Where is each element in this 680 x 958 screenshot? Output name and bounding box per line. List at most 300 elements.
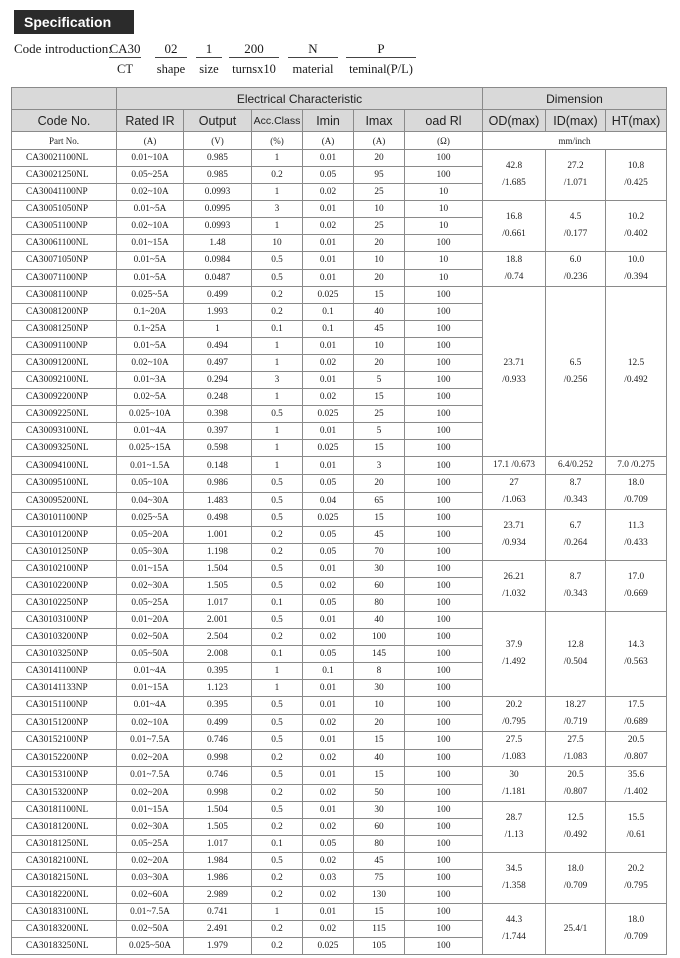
rated-ir-cell: 0.01~7.5A <box>117 732 184 750</box>
rated-ir-cell: 0.01~1.5A <box>117 457 184 475</box>
id-cell: 6.4/0.252 <box>546 457 606 475</box>
rated-ir-cell: 0.01~5A <box>117 201 184 218</box>
col-header-load: oad Rl <box>405 110 483 132</box>
acc-class-cell: 0.5 <box>252 252 303 270</box>
imax-cell: 25 <box>354 218 405 235</box>
imax-cell: 20 <box>354 475 405 493</box>
output-cell: 0.398 <box>184 406 252 423</box>
acc-class-cell: 0.2 <box>252 544 303 561</box>
ht-cell: 12.5 /0.492 <box>606 287 667 457</box>
ht-cell: 10.8 /0.425 <box>606 150 667 201</box>
code-part-material: N <box>288 41 338 58</box>
output-cell: 0.498 <box>184 510 252 527</box>
id-cell: 20.5 /0.807 <box>546 767 606 802</box>
table-row <box>12 732 667 750</box>
output-cell: 1.504 <box>184 802 252 819</box>
imax-cell: 100 <box>354 629 405 646</box>
ht-cell: 15.5 /0.61 <box>606 802 667 853</box>
imin-cell: 0.02 <box>303 218 354 235</box>
col-header-imin: Imin <box>303 110 354 132</box>
imin-cell: 0.02 <box>303 184 354 201</box>
output-cell: 1.017 <box>184 595 252 612</box>
imax-cell: 5 <box>354 372 405 389</box>
load-cell: 10 <box>405 252 483 270</box>
imax-cell: 15 <box>354 389 405 406</box>
imin-cell: 0.025 <box>303 406 354 423</box>
load-cell: 100 <box>405 612 483 629</box>
imax-cell: 30 <box>354 680 405 697</box>
load-cell: 100 <box>405 749 483 767</box>
imax-cell: 10 <box>354 338 405 355</box>
imax-cell: 60 <box>354 819 405 836</box>
output-cell: 0.985 <box>184 167 252 184</box>
acc-class-cell: 0.2 <box>252 304 303 321</box>
imin-cell: 0.01 <box>303 767 354 785</box>
acc-class-cell: 0.5 <box>252 406 303 423</box>
output-cell: 0.0487 <box>184 269 252 287</box>
code-key-turns: turnsx10 <box>232 62 276 76</box>
code-cell: CA30181250NL <box>12 836 117 853</box>
rated-ir-cell: 0.01~20A <box>117 612 184 629</box>
rated-ir-cell: 0.02~10A <box>117 714 184 732</box>
code-part-size: 1 <box>196 41 222 58</box>
acc-class-cell: 0.5 <box>252 561 303 578</box>
load-cell: 100 <box>405 663 483 680</box>
output-cell: 0.0995 <box>184 201 252 218</box>
rated-ir-cell: 0.02~30A <box>117 819 184 836</box>
od-cell: 20.2 /0.795 <box>483 697 546 732</box>
load-cell: 100 <box>405 150 483 167</box>
od-cell: 17.1 /0.673 <box>483 457 546 475</box>
code-cell: CA30141100NP <box>12 663 117 680</box>
load-cell: 100 <box>405 287 483 304</box>
load-cell: 100 <box>405 338 483 355</box>
imax-cell: 8 <box>354 663 405 680</box>
imax-cell: 95 <box>354 167 405 184</box>
table-row <box>12 612 667 629</box>
table-row <box>12 802 667 819</box>
output-cell: 1.017 <box>184 836 252 853</box>
output-cell: 0.985 <box>184 150 252 167</box>
code-cell: CA30101200NP <box>12 527 117 544</box>
acc-class-cell: 1 <box>252 680 303 697</box>
imin-cell: 0.04 <box>303 492 354 510</box>
imax-cell: 45 <box>354 527 405 544</box>
code-cell: CA30071050NP <box>12 252 117 270</box>
code-cell: CA30092250NL <box>12 406 117 423</box>
id-cell: 4.5 /0.177 <box>546 201 606 252</box>
col-header-output: Output <box>184 110 252 132</box>
id-cell: 6.7 /0.264 <box>546 510 606 561</box>
output-cell: 1.48 <box>184 235 252 252</box>
imax-cell: 15 <box>354 440 405 457</box>
imin-cell: 0.01 <box>303 150 354 167</box>
output-cell: 1.001 <box>184 527 252 544</box>
code-cell: CA30092100NL <box>12 372 117 389</box>
code-cell: CA30021100NL <box>12 150 117 167</box>
rated-ir-cell: 0.01~15A <box>117 235 184 252</box>
ht-cell: 10.2 /0.402 <box>606 201 667 252</box>
col-header-id: ID(max) <box>546 110 606 132</box>
load-cell: 100 <box>405 527 483 544</box>
rated-ir-cell: 0.01~4A <box>117 663 184 680</box>
rated-ir-cell: 0.05~25A <box>117 836 184 853</box>
imax-cell: 15 <box>354 767 405 785</box>
code-cell: CA30102200NP <box>12 578 117 595</box>
imin-cell: 0.02 <box>303 629 354 646</box>
acc-class-cell: 0.5 <box>252 732 303 750</box>
code-cell: CA30095100NL <box>12 475 117 493</box>
load-cell: 100 <box>405 938 483 955</box>
code-cell: CA30153100NP <box>12 767 117 785</box>
code-cell: CA30095200NL <box>12 492 117 510</box>
output-cell: 2.008 <box>184 646 252 663</box>
code-cell: CA30101250NP <box>12 544 117 561</box>
rated-ir-cell: 0.02~50A <box>117 921 184 938</box>
rated-ir-cell: 0.02~10A <box>117 218 184 235</box>
unit-part-no: Part No. <box>12 132 117 150</box>
imin-cell: 0.01 <box>303 697 354 715</box>
output-cell: 1.986 <box>184 870 252 887</box>
id-cell: 6.0 /0.236 <box>546 252 606 287</box>
header-blank <box>12 88 117 110</box>
code-cell: CA30092200NP <box>12 389 117 406</box>
od-cell: 30 /1.181 <box>483 767 546 802</box>
od-cell: 26.21 /1.032 <box>483 561 546 612</box>
acc-class-cell: 0.5 <box>252 612 303 629</box>
code-cell: CA30152200NP <box>12 749 117 767</box>
imax-cell: 65 <box>354 492 405 510</box>
rated-ir-cell: 0.01~4A <box>117 423 184 440</box>
imin-cell: 0.1 <box>303 663 354 680</box>
output-cell: 1.505 <box>184 578 252 595</box>
acc-class-cell: 0.1 <box>252 321 303 338</box>
ht-cell: 18.0 /0.709 <box>606 904 667 955</box>
acc-class-cell: 0.1 <box>252 646 303 663</box>
load-cell: 100 <box>405 457 483 475</box>
output-cell: 1.505 <box>184 819 252 836</box>
table-row <box>12 150 667 167</box>
imin-cell: 0.05 <box>303 527 354 544</box>
acc-class-cell: 1 <box>252 338 303 355</box>
imin-cell: 0.02 <box>303 749 354 767</box>
od-cell: 34.5 /1.358 <box>483 853 546 904</box>
rated-ir-cell: 0.01~3A <box>117 372 184 389</box>
code-part-turns: 200 <box>229 41 279 58</box>
code-key-material: material <box>292 62 334 76</box>
imax-cell: 10 <box>354 201 405 218</box>
output-cell: 1.123 <box>184 680 252 697</box>
col-header-rated-ir: Rated IR <box>117 110 184 132</box>
imin-cell: 0.01 <box>303 269 354 287</box>
acc-class-cell: 0.5 <box>252 578 303 595</box>
col-header-imax: Imax <box>354 110 405 132</box>
table-row <box>12 904 667 921</box>
acc-class-cell: 0.2 <box>252 629 303 646</box>
od-cell: 27 /1.063 <box>483 475 546 510</box>
code-key-ct: CT <box>117 62 133 76</box>
rated-ir-cell: 0.025~5A <box>117 510 184 527</box>
rated-ir-cell: 0.02~20A <box>117 784 184 802</box>
rated-ir-cell: 0.01~5A <box>117 338 184 355</box>
output-cell: 0.741 <box>184 904 252 921</box>
output-cell: 0.499 <box>184 714 252 732</box>
code-cell: CA30183200NL <box>12 921 117 938</box>
imax-cell: 25 <box>354 406 405 423</box>
rated-ir-cell: 0.025~5A <box>117 287 184 304</box>
load-cell: 100 <box>405 561 483 578</box>
rated-ir-cell: 0.05~50A <box>117 646 184 663</box>
rated-ir-cell: 0.01~7.5A <box>117 767 184 785</box>
unit-imin: (A) <box>303 132 354 150</box>
unit-dimension: mm/inch <box>483 132 667 150</box>
rated-ir-cell: 0.01~15A <box>117 561 184 578</box>
output-cell: 1.979 <box>184 938 252 955</box>
rated-ir-cell: 0.02~5A <box>117 389 184 406</box>
rated-ir-cell: 0.01~5A <box>117 252 184 270</box>
acc-class-cell: 0.1 <box>252 836 303 853</box>
group-header-electrical: Electrical Characteristic <box>117 88 483 110</box>
output-cell: 0.397 <box>184 423 252 440</box>
table-row <box>12 853 667 870</box>
unit-imax: (A) <box>354 132 405 150</box>
acc-class-cell: 1 <box>252 150 303 167</box>
unit-rated-ir: (A) <box>117 132 184 150</box>
imax-cell: 30 <box>354 561 405 578</box>
load-cell: 100 <box>405 355 483 372</box>
id-cell: 6.5 /0.256 <box>546 287 606 457</box>
code-cell: CA30093100NL <box>12 423 117 440</box>
output-cell: 0.395 <box>184 663 252 680</box>
output-cell: 0.598 <box>184 440 252 457</box>
code-cell: CA30182100NL <box>12 853 117 870</box>
imax-cell: 20 <box>354 355 405 372</box>
imin-cell: 0.025 <box>303 938 354 955</box>
imin-cell: 0.05 <box>303 475 354 493</box>
rated-ir-cell: 0.1~25A <box>117 321 184 338</box>
od-cell: 23.71 /0.933 <box>483 287 546 457</box>
rated-ir-cell: 0.02~10A <box>117 184 184 201</box>
code-cell: CA30181200NL <box>12 819 117 836</box>
imin-cell: 0.01 <box>303 372 354 389</box>
imax-cell: 15 <box>354 510 405 527</box>
imax-cell: 30 <box>354 802 405 819</box>
load-cell: 100 <box>405 389 483 406</box>
code-cell: CA30102100NP <box>12 561 117 578</box>
id-cell: 8.7 /0.343 <box>546 475 606 510</box>
output-cell: 0.248 <box>184 389 252 406</box>
table-row <box>12 287 667 304</box>
load-cell: 10 <box>405 218 483 235</box>
od-cell: 23.71 /0.934 <box>483 510 546 561</box>
rated-ir-cell: 0.01~7.5A <box>117 904 184 921</box>
code-cell: CA30151100NP <box>12 697 117 715</box>
group-header-dimension: Dimension <box>483 88 667 110</box>
table-row <box>12 767 667 785</box>
unit-output: (V) <box>184 132 252 150</box>
output-cell: 2.491 <box>184 921 252 938</box>
imin-cell: 0.02 <box>303 921 354 938</box>
load-cell: 100 <box>405 372 483 389</box>
load-cell: 100 <box>405 680 483 697</box>
imax-cell: 20 <box>354 150 405 167</box>
rated-ir-cell: 0.01~5A <box>117 269 184 287</box>
imin-cell: 0.01 <box>303 423 354 440</box>
acc-class-cell: 0.2 <box>252 870 303 887</box>
od-cell: 42.8 /1.685 <box>483 150 546 201</box>
table-row <box>12 697 667 715</box>
rated-ir-cell: 0.05~30A <box>117 544 184 561</box>
imin-cell: 0.01 <box>303 457 354 475</box>
code-cell: CA30051100NP <box>12 218 117 235</box>
rated-ir-cell: 0.01~15A <box>117 680 184 697</box>
acc-class-cell: 0.2 <box>252 287 303 304</box>
id-cell: 18.0 /0.709 <box>546 853 606 904</box>
ht-cell: 17.0 /0.669 <box>606 561 667 612</box>
code-cell: CA30091200NL <box>12 355 117 372</box>
acc-class-cell: 10 <box>252 235 303 252</box>
ht-cell: 18.0 /0.709 <box>606 475 667 510</box>
imin-cell: 0.02 <box>303 714 354 732</box>
code-cell: CA30041100NP <box>12 184 117 201</box>
ht-cell: 7.0 /0.275 <box>606 457 667 475</box>
id-cell: 18.27 /0.719 <box>546 697 606 732</box>
output-cell: 2.989 <box>184 887 252 904</box>
imin-cell: 0.01 <box>303 252 354 270</box>
col-header-od: OD(max) <box>483 110 546 132</box>
load-cell: 100 <box>405 423 483 440</box>
imin-cell: 0.01 <box>303 338 354 355</box>
table-row <box>12 510 667 527</box>
code-cell: CA30183100NL <box>12 904 117 921</box>
output-cell: 0.497 <box>184 355 252 372</box>
imin-cell: 0.05 <box>303 646 354 663</box>
col-header-ht: HT(max) <box>606 110 667 132</box>
id-cell: 25.4/1 <box>546 904 606 955</box>
imin-cell: 0.01 <box>303 561 354 578</box>
code-cell: CA30093250NL <box>12 440 117 457</box>
imin-cell: 0.025 <box>303 510 354 527</box>
od-cell: 27.5 /1.083 <box>483 732 546 767</box>
rated-ir-cell: 0.025~15A <box>117 440 184 457</box>
rated-ir-cell: 0.02~20A <box>117 853 184 870</box>
imin-cell: 0.01 <box>303 680 354 697</box>
acc-class-cell: 1 <box>252 457 303 475</box>
acc-class-cell: 0.5 <box>252 853 303 870</box>
output-cell: 0.0984 <box>184 252 252 270</box>
output-cell: 0.998 <box>184 749 252 767</box>
imax-cell: 75 <box>354 870 405 887</box>
load-cell: 100 <box>405 819 483 836</box>
load-cell: 100 <box>405 697 483 715</box>
output-cell: 1.198 <box>184 544 252 561</box>
imax-cell: 70 <box>354 544 405 561</box>
ht-cell: 17.5 /0.689 <box>606 697 667 732</box>
od-cell: 16.8 /0.661 <box>483 201 546 252</box>
load-cell: 100 <box>405 921 483 938</box>
load-cell: 100 <box>405 887 483 904</box>
table-row <box>12 201 667 218</box>
ht-cell: 20.2 /0.795 <box>606 853 667 904</box>
rated-ir-cell: 0.01~10A <box>117 150 184 167</box>
acc-class-cell: 0.5 <box>252 802 303 819</box>
output-cell: 0.494 <box>184 338 252 355</box>
code-cell: CA30103200NP <box>12 629 117 646</box>
id-cell: 12.5 /0.492 <box>546 802 606 853</box>
imax-cell: 20 <box>354 714 405 732</box>
load-cell: 100 <box>405 784 483 802</box>
id-cell: 12.8 /0.504 <box>546 612 606 697</box>
specification-title: Specification <box>14 10 134 34</box>
output-cell: 1.984 <box>184 853 252 870</box>
code-cell: CA30102250NP <box>12 595 117 612</box>
imax-cell: 45 <box>354 321 405 338</box>
code-intro-label: Code introduction: <box>14 41 112 56</box>
acc-class-cell: 0.2 <box>252 819 303 836</box>
imin-cell: 0.01 <box>303 802 354 819</box>
load-cell: 100 <box>405 321 483 338</box>
acc-class-cell: 0.5 <box>252 475 303 493</box>
table-body <box>12 150 667 955</box>
rated-ir-cell: 0.04~30A <box>117 492 184 510</box>
imin-cell: 0.05 <box>303 544 354 561</box>
code-cell: CA30103250NP <box>12 646 117 663</box>
imax-cell: 5 <box>354 423 405 440</box>
output-cell: 1 <box>184 321 252 338</box>
code-cell: CA30103100NP <box>12 612 117 629</box>
rated-ir-cell: 0.05~25A <box>117 595 184 612</box>
code-cell: CA30153200NP <box>12 784 117 802</box>
code-cell: CA30051050NP <box>12 201 117 218</box>
col-header-acc-class: Acc.Class <box>252 110 303 132</box>
imax-cell: 15 <box>354 904 405 921</box>
code-key-size: size <box>199 62 219 76</box>
output-cell: 0.499 <box>184 287 252 304</box>
output-cell: 0.0993 <box>184 184 252 201</box>
ht-cell: 14.3 /0.563 <box>606 612 667 697</box>
load-cell: 100 <box>405 836 483 853</box>
acc-class-cell: 1 <box>252 184 303 201</box>
acc-class-cell: 0.2 <box>252 749 303 767</box>
imax-cell: 25 <box>354 184 405 201</box>
acc-class-cell: 0.2 <box>252 167 303 184</box>
imin-cell: 0.02 <box>303 578 354 595</box>
imin-cell: 0.05 <box>303 595 354 612</box>
table-row <box>12 561 667 578</box>
imin-cell: 0.01 <box>303 904 354 921</box>
acc-class-cell: 0.5 <box>252 269 303 287</box>
rated-ir-cell: 0.02~60A <box>117 887 184 904</box>
rated-ir-cell: 0.025~10A <box>117 406 184 423</box>
specification-table <box>11 87 667 955</box>
load-cell: 100 <box>405 714 483 732</box>
id-cell: 8.7 /0.343 <box>546 561 606 612</box>
code-cell: CA30151200NP <box>12 714 117 732</box>
imax-cell: 60 <box>354 578 405 595</box>
code-cell: CA30081250NP <box>12 321 117 338</box>
imin-cell: 0.02 <box>303 819 354 836</box>
load-cell: 100 <box>405 767 483 785</box>
load-cell: 100 <box>405 904 483 921</box>
acc-class-cell: 0.2 <box>252 938 303 955</box>
imin-cell: 0.01 <box>303 612 354 629</box>
acc-class-cell: 1 <box>252 440 303 457</box>
imax-cell: 20 <box>354 235 405 252</box>
imin-cell: 0.025 <box>303 287 354 304</box>
imin-cell: 0.025 <box>303 440 354 457</box>
acc-class-cell: 0.5 <box>252 714 303 732</box>
rated-ir-cell: 0.03~30A <box>117 870 184 887</box>
